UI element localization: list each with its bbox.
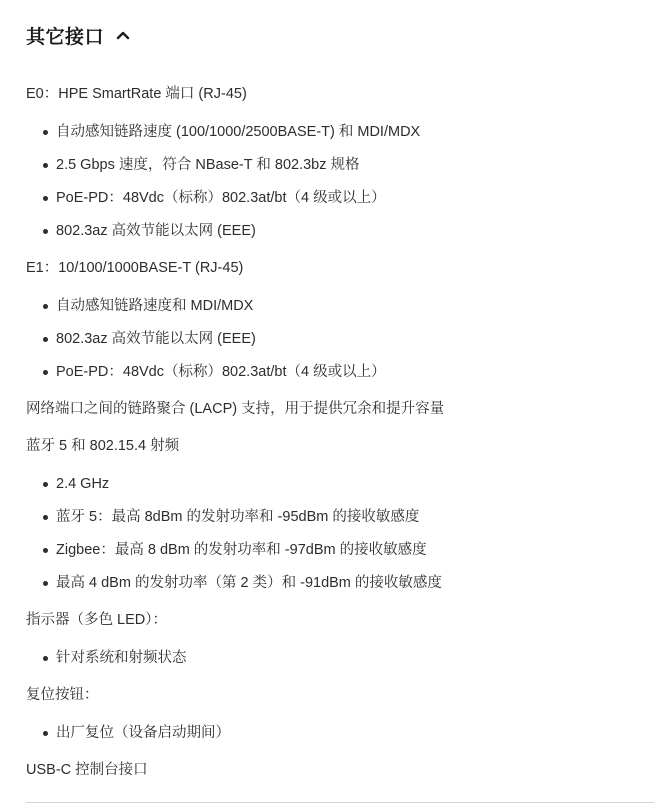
spec-content [26, 84, 646, 780]
divider [26, 802, 654, 803]
list-item: 自动感知链路速度 (100/1000/2500BASE-T) 和 MDI/MDX [26, 122, 646, 142]
chevron-up-icon[interactable] [116, 28, 130, 42]
section-title: 其它接口 [26, 25, 105, 48]
list-item: 802.3az 高效节能以太网 (EEE) [26, 329, 646, 349]
list-item: 802.3az 高效节能以太网 (EEE) [26, 221, 646, 241]
e1-list [26, 296, 646, 382]
indicator-list [26, 648, 646, 668]
e1-heading: E1：10/100/1000BASE-T (RJ-45) [26, 260, 244, 276]
list-item: 出厂复位（设备启动期间） [26, 723, 646, 743]
list-item: 2.4 GHz [26, 474, 646, 494]
list-item: PoE-PD：48Vdc（标称）802.3at/bt（4 级或以上） [26, 188, 646, 208]
indicator-heading: 指示器（多色 LED）： [26, 612, 167, 628]
lacp-text: 网络端口之间的链路聚合 (LACP) 支持，用于提供冗余和提升容量 [26, 401, 445, 417]
e0-heading: E0：HPE SmartRate 端口 (RJ-45) [26, 86, 247, 102]
console-text: USB-C 控制台接口 [26, 762, 148, 778]
radio-list [26, 474, 646, 593]
list-item: 针对系统和射频状态 [26, 648, 646, 668]
list-item: 2.5 Gbps 速度，符合 NBase-T 和 802.3bz 规格 [26, 155, 646, 175]
e0-list [26, 122, 646, 241]
list-item: PoE-PD：48Vdc（标称）802.3at/bt（4 级或以上） [26, 362, 646, 382]
list-item: 最高 4 dBm 的发射功率（第 2 类）和 -91dBm 的接收敏感度 [26, 573, 646, 593]
reset-heading: 复位按钮： [26, 687, 99, 703]
radio-heading: 蓝牙 5 和 802.15.4 射频 [26, 438, 180, 454]
section-header-toggle[interactable] [26, 20, 130, 50]
list-item: 蓝牙 5：最高 8dBm 的发射功率和 -95dBm 的接收敏感度 [26, 507, 646, 527]
reset-list [26, 723, 646, 743]
list-item: 自动感知链路速度和 MDI/MDX [26, 296, 646, 316]
list-item: Zigbee：最高 8 dBm 的发射功率和 -97dBm 的接收敏感度 [26, 540, 646, 560]
